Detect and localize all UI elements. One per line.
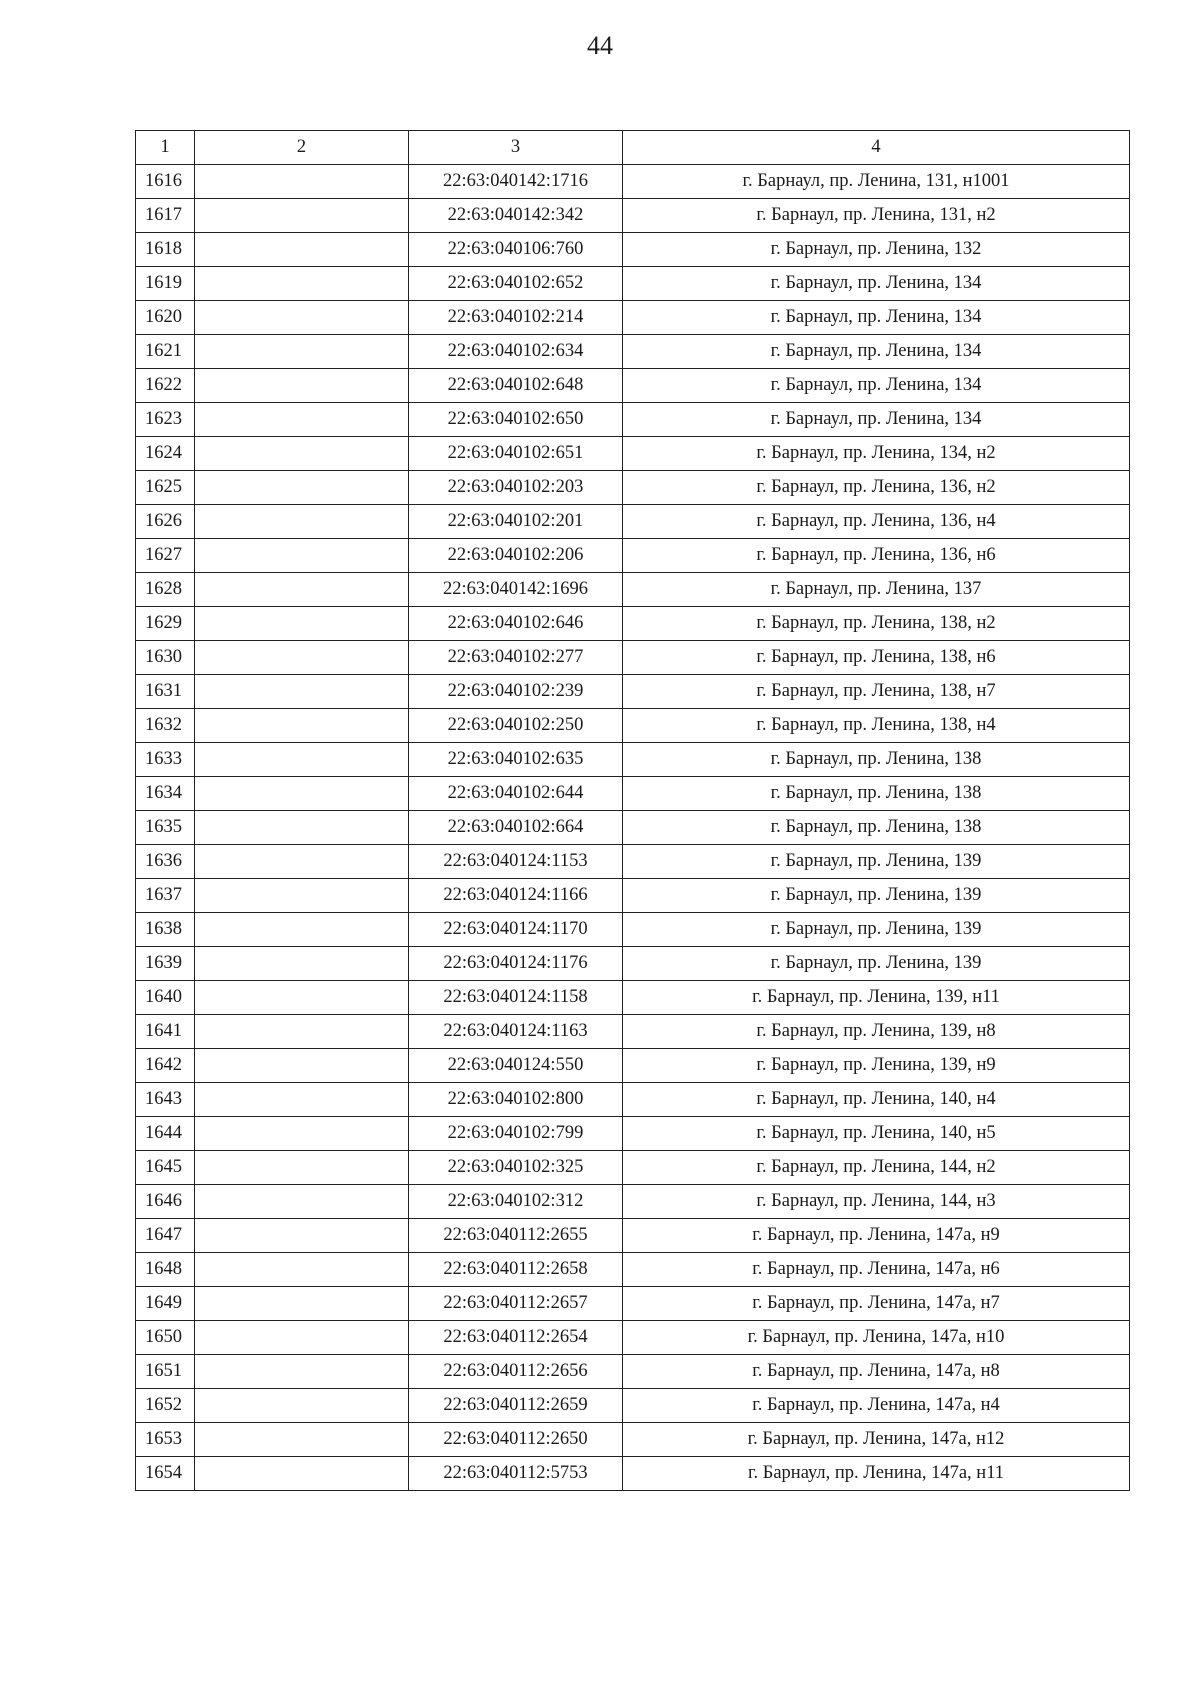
row-number-cell: 1627 <box>136 539 195 573</box>
cadastral-number-cell: 22:63:040102:651 <box>409 437 623 471</box>
address-cell: г. Барнаул, пр. Ленина, 134 <box>623 335 1130 369</box>
cadastral-number-cell: 22:63:040102:325 <box>409 1151 623 1185</box>
cadastral-number-cell: 22:63:040142:342 <box>409 199 623 233</box>
row-number-cell: 1619 <box>136 267 195 301</box>
empty-cell <box>195 1253 409 1287</box>
table-row <box>136 539 1130 573</box>
address-cell: г. Барнаул, пр. Ленина, 138 <box>623 743 1130 777</box>
column-header-4: 4 <box>623 131 1130 165</box>
table-row <box>136 1389 1130 1423</box>
empty-cell <box>195 1287 409 1321</box>
empty-cell <box>195 1423 409 1457</box>
column-header-3: 3 <box>409 131 623 165</box>
row-number-cell: 1638 <box>136 913 195 947</box>
empty-cell <box>195 1083 409 1117</box>
cadastral-number-cell: 22:63:040112:2657 <box>409 1287 623 1321</box>
cadastral-number-cell: 22:63:040124:1158 <box>409 981 623 1015</box>
row-number-cell: 1626 <box>136 505 195 539</box>
address-cell: г. Барнаул, пр. Ленина, 134 <box>623 369 1130 403</box>
table-row <box>136 1049 1130 1083</box>
cadastral-number-cell: 22:63:040102:664 <box>409 811 623 845</box>
empty-cell <box>195 1117 409 1151</box>
address-cell: г. Барнаул, пр. Ленина, 136, н2 <box>623 471 1130 505</box>
page-number: 44 <box>587 31 613 60</box>
empty-cell <box>195 879 409 913</box>
table-row <box>136 233 1130 267</box>
empty-cell <box>195 947 409 981</box>
table-row <box>136 675 1130 709</box>
row-number-cell: 1616 <box>136 165 195 199</box>
cadastral-number-cell: 22:63:040102:648 <box>409 369 623 403</box>
empty-cell <box>195 1049 409 1083</box>
address-cell: г. Барнаул, пр. Ленина, 147а, н4 <box>623 1389 1130 1423</box>
cadastral-number-cell: 22:63:040112:2659 <box>409 1389 623 1423</box>
row-number-cell: 1620 <box>136 301 195 335</box>
table-row <box>136 947 1130 981</box>
table-row <box>136 1287 1130 1321</box>
table-row <box>136 1253 1130 1287</box>
table-row <box>136 1321 1130 1355</box>
row-number-cell: 1624 <box>136 437 195 471</box>
address-cell: г. Барнаул, пр. Ленина, 134 <box>623 267 1130 301</box>
cadastral-number-cell: 22:63:040102:201 <box>409 505 623 539</box>
table-row <box>136 335 1130 369</box>
table-row <box>136 845 1130 879</box>
address-cell: г. Барнаул, пр. Ленина, 147а, н8 <box>623 1355 1130 1389</box>
address-cell: г. Барнаул, пр. Ленина, 138, н6 <box>623 641 1130 675</box>
empty-cell <box>195 573 409 607</box>
row-number-cell: 1632 <box>136 709 195 743</box>
cadastral-number-cell: 22:63:040112:2655 <box>409 1219 623 1253</box>
empty-cell <box>195 165 409 199</box>
address-cell: г. Барнаул, пр. Ленина, 147а, н6 <box>623 1253 1130 1287</box>
empty-cell <box>195 233 409 267</box>
table-header-row <box>136 131 1130 165</box>
empty-cell <box>195 369 409 403</box>
empty-cell <box>195 1457 409 1491</box>
cadastral-number-cell: 22:63:040106:760 <box>409 233 623 267</box>
cadastral-number-cell: 22:63:040102:644 <box>409 777 623 811</box>
row-number-cell: 1629 <box>136 607 195 641</box>
table-row <box>136 879 1130 913</box>
row-number-cell: 1649 <box>136 1287 195 1321</box>
row-number-cell: 1641 <box>136 1015 195 1049</box>
table-row <box>136 913 1130 947</box>
empty-cell <box>195 1185 409 1219</box>
row-number-cell: 1644 <box>136 1117 195 1151</box>
row-number-cell: 1618 <box>136 233 195 267</box>
table-row <box>136 1423 1130 1457</box>
empty-cell <box>195 777 409 811</box>
cadastral-number-cell: 22:63:040112:2650 <box>409 1423 623 1457</box>
row-number-cell: 1647 <box>136 1219 195 1253</box>
cadastral-number-cell: 22:63:040124:1166 <box>409 879 623 913</box>
table-row <box>136 199 1130 233</box>
cadastral-number-cell: 22:63:040142:1696 <box>409 573 623 607</box>
empty-cell <box>195 913 409 947</box>
address-cell: г. Барнаул, пр. Ленина, 136, н6 <box>623 539 1130 573</box>
table-row <box>136 369 1130 403</box>
empty-cell <box>195 301 409 335</box>
address-cell: г. Барнаул, пр. Ленина, 147а, н9 <box>623 1219 1130 1253</box>
empty-cell <box>195 1015 409 1049</box>
table-row <box>136 1151 1130 1185</box>
row-number-cell: 1634 <box>136 777 195 811</box>
empty-cell <box>195 1355 409 1389</box>
address-cell: г. Барнаул, пр. Ленина, 144, н2 <box>623 1151 1130 1185</box>
table-body <box>136 165 1130 1491</box>
address-cell: г. Барнаул, пр. Ленина, 134, н2 <box>623 437 1130 471</box>
address-cell: г. Барнаул, пр. Ленина, 138 <box>623 777 1130 811</box>
empty-cell <box>195 267 409 301</box>
cadastral-number-cell: 22:63:040102:239 <box>409 675 623 709</box>
cadastral-number-cell: 22:63:040124:1176 <box>409 947 623 981</box>
cadastral-number-cell: 22:63:040102:634 <box>409 335 623 369</box>
column-header-1: 1 <box>136 131 195 165</box>
empty-cell <box>195 403 409 437</box>
address-cell: г. Барнаул, пр. Ленина, 139, н9 <box>623 1049 1130 1083</box>
address-cell: г. Барнаул, пр. Ленина, 134 <box>623 403 1130 437</box>
empty-cell <box>195 1219 409 1253</box>
address-cell: г. Барнаул, пр. Ленина, 131, н2 <box>623 199 1130 233</box>
table-row <box>136 1015 1130 1049</box>
cadastral-number-cell: 22:63:040102:646 <box>409 607 623 641</box>
row-number-cell: 1651 <box>136 1355 195 1389</box>
table-row <box>136 437 1130 471</box>
row-number-cell: 1639 <box>136 947 195 981</box>
table-row <box>136 165 1130 199</box>
table-row <box>136 1457 1130 1491</box>
cadastral-number-cell: 22:63:040124:550 <box>409 1049 623 1083</box>
empty-cell <box>195 641 409 675</box>
row-number-cell: 1628 <box>136 573 195 607</box>
empty-cell <box>195 539 409 573</box>
row-number-cell: 1625 <box>136 471 195 505</box>
address-cell: г. Барнаул, пр. Ленина, 139, н8 <box>623 1015 1130 1049</box>
cadastral-number-cell: 22:63:040112:2654 <box>409 1321 623 1355</box>
table-row <box>136 1219 1130 1253</box>
row-number-cell: 1653 <box>136 1423 195 1457</box>
address-cell: г. Барнаул, пр. Ленина, 147а, н12 <box>623 1423 1130 1457</box>
address-cell: г. Барнаул, пр. Ленина, 139 <box>623 845 1130 879</box>
cadastral-number-cell: 22:63:040102:650 <box>409 403 623 437</box>
empty-cell <box>195 709 409 743</box>
table-row <box>136 607 1130 641</box>
address-cell: г. Барнаул, пр. Ленина, 139 <box>623 913 1130 947</box>
row-number-cell: 1621 <box>136 335 195 369</box>
table-row <box>136 811 1130 845</box>
row-number-cell: 1650 <box>136 1321 195 1355</box>
empty-cell <box>195 1389 409 1423</box>
empty-cell <box>195 437 409 471</box>
empty-cell <box>195 675 409 709</box>
row-number-cell: 1617 <box>136 199 195 233</box>
table-row <box>136 743 1130 777</box>
address-cell: г. Барнаул, пр. Ленина, 140, н4 <box>623 1083 1130 1117</box>
address-cell: г. Барнаул, пр. Ленина, 144, н3 <box>623 1185 1130 1219</box>
address-cell: г. Барнаул, пр. Ленина, 147а, н11 <box>623 1457 1130 1491</box>
address-cell: г. Барнаул, пр. Ленина, 134 <box>623 301 1130 335</box>
address-cell: г. Барнаул, пр. Ленина, 139 <box>623 879 1130 913</box>
row-number-cell: 1642 <box>136 1049 195 1083</box>
address-cell: г. Барнаул, пр. Ленина, 138 <box>623 811 1130 845</box>
row-number-cell: 1631 <box>136 675 195 709</box>
table-row <box>136 1117 1130 1151</box>
cadastral-number-cell: 22:63:040102:312 <box>409 1185 623 1219</box>
cadastral-number-cell: 22:63:040142:1716 <box>409 165 623 199</box>
row-number-cell: 1640 <box>136 981 195 1015</box>
table-row <box>136 641 1130 675</box>
table-row <box>136 1185 1130 1219</box>
cadastral-number-cell: 22:63:040102:635 <box>409 743 623 777</box>
address-cell: г. Барнаул, пр. Ленина, 138, н7 <box>623 675 1130 709</box>
address-cell: г. Барнаул, пр. Ленина, 139 <box>623 947 1130 981</box>
empty-cell <box>195 505 409 539</box>
row-number-cell: 1648 <box>136 1253 195 1287</box>
cadastral-number-cell: 22:63:040102:206 <box>409 539 623 573</box>
address-cell: г. Барнаул, пр. Ленина, 132 <box>623 233 1130 267</box>
table-row <box>136 301 1130 335</box>
table-row <box>136 709 1130 743</box>
cadastral-number-cell: 22:63:040102:203 <box>409 471 623 505</box>
empty-cell <box>195 199 409 233</box>
empty-cell <box>195 1151 409 1185</box>
row-number-cell: 1643 <box>136 1083 195 1117</box>
cadastral-number-cell: 22:63:040124:1153 <box>409 845 623 879</box>
cadastral-number-cell: 22:63:040102:250 <box>409 709 623 743</box>
empty-cell <box>195 607 409 641</box>
table-row <box>136 505 1130 539</box>
empty-cell <box>195 743 409 777</box>
table-row <box>136 403 1130 437</box>
cadastral-number-cell: 22:63:040124:1170 <box>409 913 623 947</box>
cadastral-number-cell: 22:63:040112:2658 <box>409 1253 623 1287</box>
empty-cell <box>195 845 409 879</box>
cadastral-number-cell: 22:63:040102:799 <box>409 1117 623 1151</box>
empty-cell <box>195 981 409 1015</box>
address-cell: г. Барнаул, пр. Ленина, 138, н2 <box>623 607 1130 641</box>
cadastral-number-cell: 22:63:040112:2656 <box>409 1355 623 1389</box>
cadastral-number-cell: 22:63:040102:277 <box>409 641 623 675</box>
address-cell: г. Барнаул, пр. Ленина, 147а, н10 <box>623 1321 1130 1355</box>
row-number-cell: 1633 <box>136 743 195 777</box>
table-row <box>136 267 1130 301</box>
table-row <box>136 573 1130 607</box>
address-cell: г. Барнаул, пр. Ленина, 140, н5 <box>623 1117 1130 1151</box>
row-number-cell: 1623 <box>136 403 195 437</box>
address-cell: г. Барнаул, пр. Ленина, 138, н4 <box>623 709 1130 743</box>
address-cell: г. Барнаул, пр. Ленина, 147а, н7 <box>623 1287 1130 1321</box>
address-cell: г. Барнаул, пр. Ленина, 131, н1001 <box>623 165 1130 199</box>
cadastral-number-cell: 22:63:040102:652 <box>409 267 623 301</box>
empty-cell <box>195 471 409 505</box>
row-number-cell: 1622 <box>136 369 195 403</box>
empty-cell <box>195 1321 409 1355</box>
registry-table <box>135 130 1130 1491</box>
row-number-cell: 1646 <box>136 1185 195 1219</box>
column-header-2: 2 <box>195 131 409 165</box>
empty-cell <box>195 335 409 369</box>
row-number-cell: 1654 <box>136 1457 195 1491</box>
address-cell: г. Барнаул, пр. Ленина, 139, н11 <box>623 981 1130 1015</box>
row-number-cell: 1635 <box>136 811 195 845</box>
table-row <box>136 1083 1130 1117</box>
table-row <box>136 471 1130 505</box>
table-row <box>136 777 1130 811</box>
cadastral-number-cell: 22:63:040102:800 <box>409 1083 623 1117</box>
cadastral-number-cell: 22:63:040124:1163 <box>409 1015 623 1049</box>
cadastral-number-cell: 22:63:040102:214 <box>409 301 623 335</box>
address-cell: г. Барнаул, пр. Ленина, 137 <box>623 573 1130 607</box>
table-row <box>136 1355 1130 1389</box>
row-number-cell: 1652 <box>136 1389 195 1423</box>
table-row <box>136 981 1130 1015</box>
empty-cell <box>195 811 409 845</box>
address-cell: г. Барнаул, пр. Ленина, 136, н4 <box>623 505 1130 539</box>
row-number-cell: 1636 <box>136 845 195 879</box>
row-number-cell: 1637 <box>136 879 195 913</box>
row-number-cell: 1645 <box>136 1151 195 1185</box>
row-number-cell: 1630 <box>136 641 195 675</box>
cadastral-number-cell: 22:63:040112:5753 <box>409 1457 623 1491</box>
